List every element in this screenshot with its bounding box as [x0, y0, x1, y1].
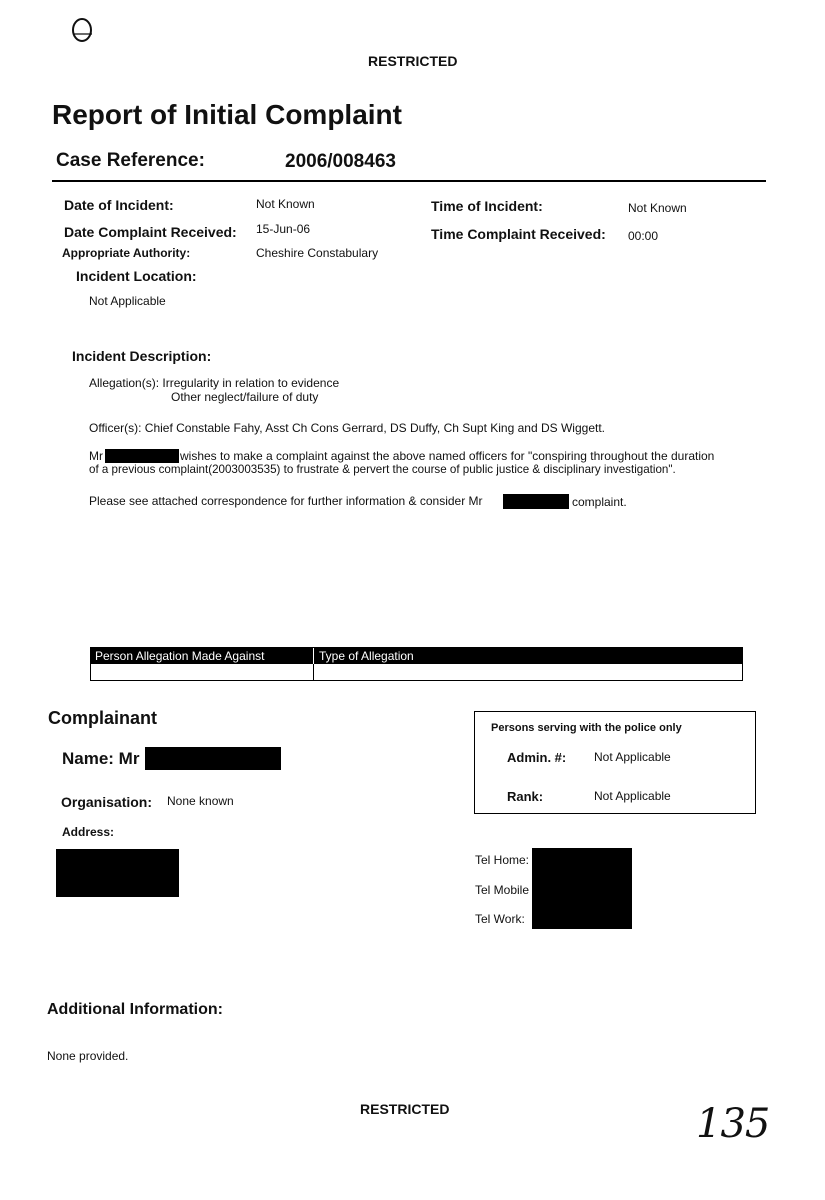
allegation-table: [90, 647, 743, 681]
date-of-incident-label: Date of Incident:: [64, 197, 174, 213]
tel-mobile-label: Tel Mobile: [475, 883, 530, 897]
handwritten-zero-mark: [66, 14, 100, 48]
redacted-name: [145, 747, 281, 770]
appropriate-authority-value: Cheshire Constabulary: [256, 246, 379, 260]
time-of-incident-value: Not Known: [628, 201, 687, 215]
date-of-incident-value: Not Known: [256, 197, 315, 211]
page-title: Report of Initial Complaint: [52, 99, 402, 130]
attached-prefix: Please see attached correspondence for further information & consider Mr: [89, 494, 483, 508]
organisation-label: Organisation:: [61, 794, 153, 810]
admin-label: Admin. #:: [507, 750, 567, 765]
complainant-heading: Complainant: [48, 708, 158, 728]
classification-top: RESTRICTED: [368, 53, 458, 69]
header-divider: [52, 180, 766, 182]
complaint-line-2: of a previous complaint(2003003535) to frustrate & pervert the course of public justice & disciplinary investigation".: [89, 463, 676, 476]
officers-line: Officer(s): Chief Constable Fahy, Asst Ch Cons Gerrard, DS Duffy, Ch Supt King and DS Wiggett.: [89, 421, 605, 435]
organisation-value: None known: [167, 794, 234, 808]
redacted-complainant-name: [105, 449, 179, 463]
redacted-address: [56, 849, 179, 897]
police-box-heading: Persons serving with the police only: [491, 722, 682, 734]
address-label: Address:: [62, 825, 115, 839]
time-received-value: 00:00: [628, 229, 659, 243]
additional-info-value: None provided.: [47, 1049, 129, 1063]
time-of-incident-label: Time of Incident:: [431, 198, 543, 214]
attached-suffix: complaint.: [572, 495, 627, 509]
case-reference-value: 2006/008463: [285, 151, 396, 172]
complaint-prefix: Mr: [89, 449, 103, 463]
appropriate-authority-label: Appropriate Authority:: [62, 246, 191, 260]
incident-location-value: Not Applicable: [89, 294, 166, 308]
name-label: Name: Mr: [62, 749, 140, 768]
date-received-value: 15-Jun-06: [256, 222, 311, 236]
allegations-line-1: Allegation(s): Irregularity in relation to evidence: [89, 376, 340, 390]
incident-location-label: Incident Location:: [76, 268, 197, 284]
additional-info-heading: Additional Information:: [47, 1001, 223, 1018]
date-received-label: Date Complaint Received:: [64, 224, 237, 240]
case-reference-label: Case Reference:: [56, 150, 205, 171]
rank-value: Not Applicable: [594, 789, 671, 803]
redacted-telephone: [532, 848, 632, 929]
redacted-complainant-name-2: [503, 494, 569, 509]
rank-label: Rank:: [507, 789, 544, 804]
complaint-line-1: wishes to make a complaint against the above named officers for "conspiring throughout the duration: [180, 449, 715, 463]
time-received-label: Time Complaint Received:: [431, 226, 606, 242]
incident-description-label: Incident Description:: [72, 348, 212, 364]
tel-home-label: Tel Home:: [475, 853, 530, 867]
allegations-line-2: Other neglect/failure of duty: [171, 390, 319, 404]
column-type-allegation: Type of Allegation: [319, 649, 414, 663]
column-person-allegation: Person Allegation Made Against: [95, 649, 265, 663]
admin-value: Not Applicable: [594, 750, 671, 764]
handwritten-page-number: 135: [696, 1101, 770, 1147]
tel-work-label: Tel Work:: [475, 912, 525, 926]
classification-bottom: RESTRICTED: [360, 1101, 450, 1117]
police-only-box: [474, 711, 756, 814]
